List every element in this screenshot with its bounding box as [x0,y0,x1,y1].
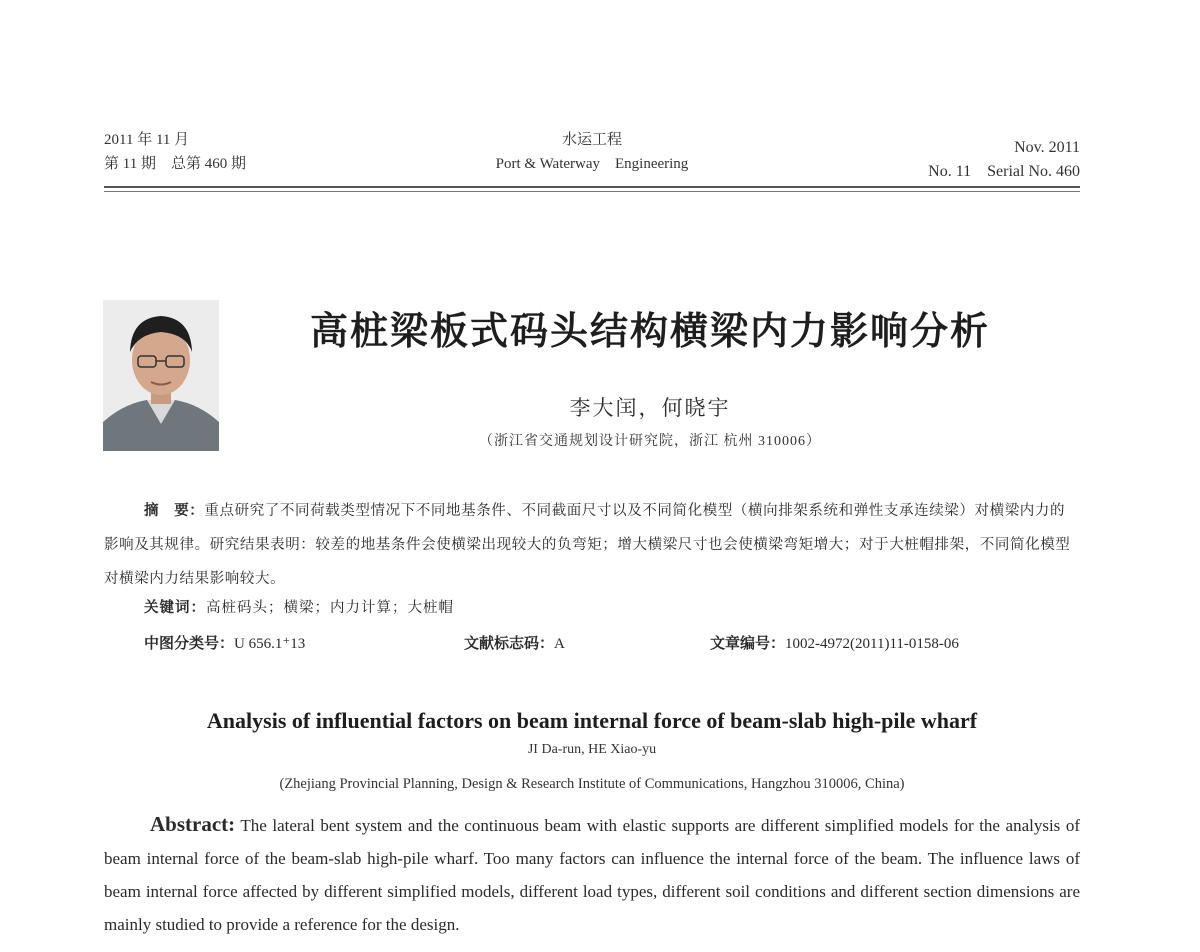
author-portrait-image [103,300,219,451]
document-code [464,632,565,653]
header-date-en: Nov. 2011 [1014,139,1080,156]
header-issue-en [928,136,1080,184]
abstract-en [104,808,1080,941]
header-rule-thick [104,186,1080,188]
header-serial-en: No. 11 Serial No. 460 [928,163,1080,180]
author-photo [103,300,219,451]
journal-name-en: Port & Waterway Engineering [495,156,689,172]
authors-en: JI Da-run, HE Xiao-yu [527,742,657,757]
article-number-value: 1002-4972(2011)11-0158-06 [785,636,959,652]
authors-zh: 李大闰，何晓宇 [569,396,731,420]
article-title-zh: 高桩梁板式码头结构横梁内力影响分析 [309,309,990,353]
keywords-zh-label: 关键词： [144,600,206,616]
header-date-zh: 2011 年 11 月 [104,132,190,148]
abstract-en-text: The lateral bent system and the continuous beam with elastic supports are different simplified models for the analysis of beam internal force of the beam-slab high-pile wharf. Too many factors can influence the internal force of the beam. The influence laws of beam internal force affected by different simplified models, different load types, different soil conditions and different section dimensions are mainly studied to provide a reference for the design. [104,816,1080,934]
article-number [710,632,959,653]
affiliation-en: (Zhejiang Provincial Planning, Design & Research Institute of Communications, Hangzhou 310006, China) [279,776,905,792]
clc-value: U 656.1⁺13 [234,636,306,652]
keywords-zh [144,596,454,617]
doc-code-label: 文献标志码： [464,634,555,652]
journal-name-zh: 水运工程 [561,132,622,148]
header-serial-zh: 第 11 期 总第 460 期 [104,156,246,172]
article-number-label: 文章编号： [710,634,786,652]
abstract-zh-text: 重点研究了不同荷载类型情况下不同地基条件、不同截面尺寸以及不同简化模型（横向排架系统和弹性支承连续梁）对横梁内力的影响及其规律。研究结果表明：较差的地基条件会使横梁出现较大的负弯矩；增大横梁尺寸也会使横梁弯矩增大；对于大桩帽排架，不同简化模型对横梁内力结果影响较大。 [104,503,1071,587]
clc-number [144,632,305,653]
abstract-en-label: Abstract: [150,812,236,836]
abstract-zh [104,494,1080,596]
running-header [104,128,1080,184]
article-title-en: Analysis of influential factors on beam internal force of beam-slab high-pile wharf [206,708,978,733]
keywords-zh-text: 高桩码头；横梁；内力计算；大桩帽 [206,600,454,616]
clc-label: 中图分类号： [144,634,235,652]
doc-code-value: A [554,636,565,652]
affiliation-zh: （浙江省交通规划设计研究院，浙江 杭州 310006） [479,434,821,449]
abstract-zh-label: 摘 要： [144,503,205,519]
header-rule-thin [104,191,1080,192]
